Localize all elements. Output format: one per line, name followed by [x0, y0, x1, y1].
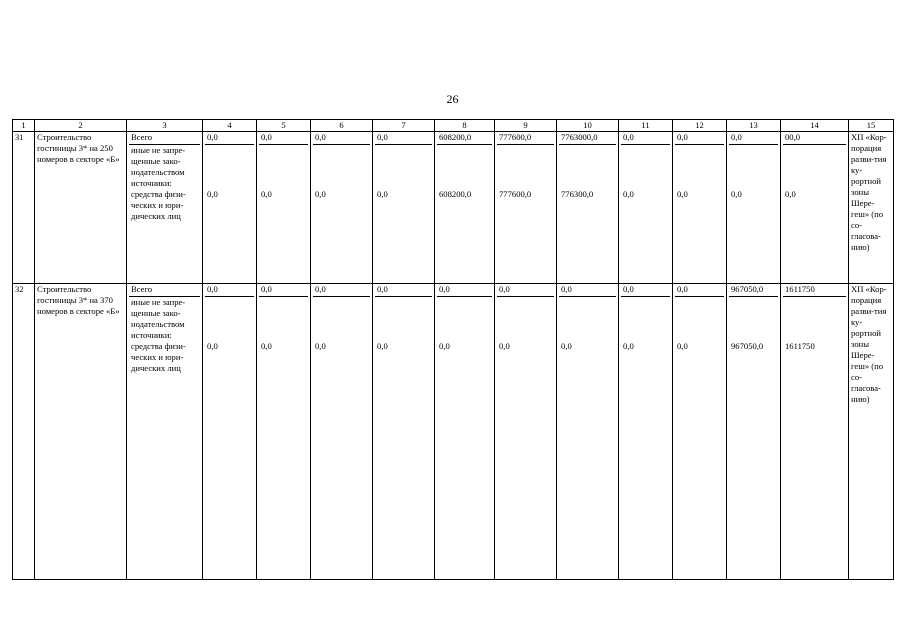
value-cell: 0,0 0,0 [311, 284, 373, 580]
table-row [13, 284, 894, 580]
source-total-label: Всего [129, 284, 200, 297]
col-header: 2 [35, 120, 127, 132]
col-header: 4 [203, 120, 257, 132]
value-cell: 7763000,0 776300,0 [557, 132, 619, 284]
value-cell: 967050,0 967050,0 [727, 284, 781, 580]
col-header: 6 [311, 120, 373, 132]
col-header: 14 [781, 120, 849, 132]
source-other-label: иные не запре-щенные зако-нодательством источники: средства физи-ческих и юри-дических лиц [131, 145, 186, 221]
col-header: 3 [127, 120, 203, 132]
value-cell: 0,0 0,0 [619, 284, 673, 580]
column-number-row [13, 120, 894, 132]
funding-source [127, 132, 203, 284]
value-cell: 00,0 0,0 [781, 132, 849, 284]
value-cell: 0,0 0,0 [495, 284, 557, 580]
col-header: 12 [673, 120, 727, 132]
col-header: 9 [495, 120, 557, 132]
col-header: 15 [849, 120, 894, 132]
value-cell: 0,0 0,0 [673, 284, 727, 580]
funding-source [127, 284, 203, 580]
col-header: 1 [13, 120, 35, 132]
value-cell: 0,0 0,0 [673, 132, 727, 284]
value-cell: 0,0 0,0 [727, 132, 781, 284]
row-number: 32 [13, 284, 35, 580]
page-number: 26 [446, 92, 459, 106]
value-cell: 0,0 0,0 [557, 284, 619, 580]
value-cell: 0,0 0,0 [311, 132, 373, 284]
value-cell: 0,0 0,0 [373, 132, 435, 284]
col-header: 7 [373, 120, 435, 132]
col-header: 11 [619, 120, 673, 132]
value-cell: 777600,0 777600,0 [495, 132, 557, 284]
value-cell: 0,0 0,0 [203, 284, 257, 580]
executor: ХП «Кор-порация разви-тия ку-рортной зоны Шере-геш» (по со-гласова-нию) [849, 132, 894, 284]
col-header: 8 [435, 120, 495, 132]
value-cell: 608200,0 608200,0 [435, 132, 495, 284]
object-name: Строительство гостиницы 3* на 370 номеров в секторе «Б» [35, 284, 127, 580]
value-cell: 1611750 1611750 [781, 284, 849, 580]
executor: ХП «Кор-порация разви-тия ку-рортной зоны Шере-геш» (по со-гласова-нию) [849, 284, 894, 580]
source-other-label: иные не запре-щенные зако-нодательством источники: средства физи-ческих и юри-дических лиц [131, 297, 186, 373]
value-cell: 0,0 0,0 [619, 132, 673, 284]
object-name: Строительство гостиницы 3* на 250 номеров в секторе «Б» [35, 132, 127, 284]
table-row [13, 132, 894, 284]
value-cell: 0,0 0,0 [203, 132, 257, 284]
col-header: 5 [257, 120, 311, 132]
value-cell: 0,0 0,0 [373, 284, 435, 580]
value-cell: 0,0 0,0 [257, 284, 311, 580]
value-cell: 0,0 0,0 [435, 284, 495, 580]
row-number: 31 [13, 132, 35, 284]
col-header: 10 [557, 120, 619, 132]
value-cell: 0,0 0,0 [257, 132, 311, 284]
source-total-label: Всего [129, 132, 200, 145]
col-header: 13 [727, 120, 781, 132]
budget-table [12, 119, 894, 580]
